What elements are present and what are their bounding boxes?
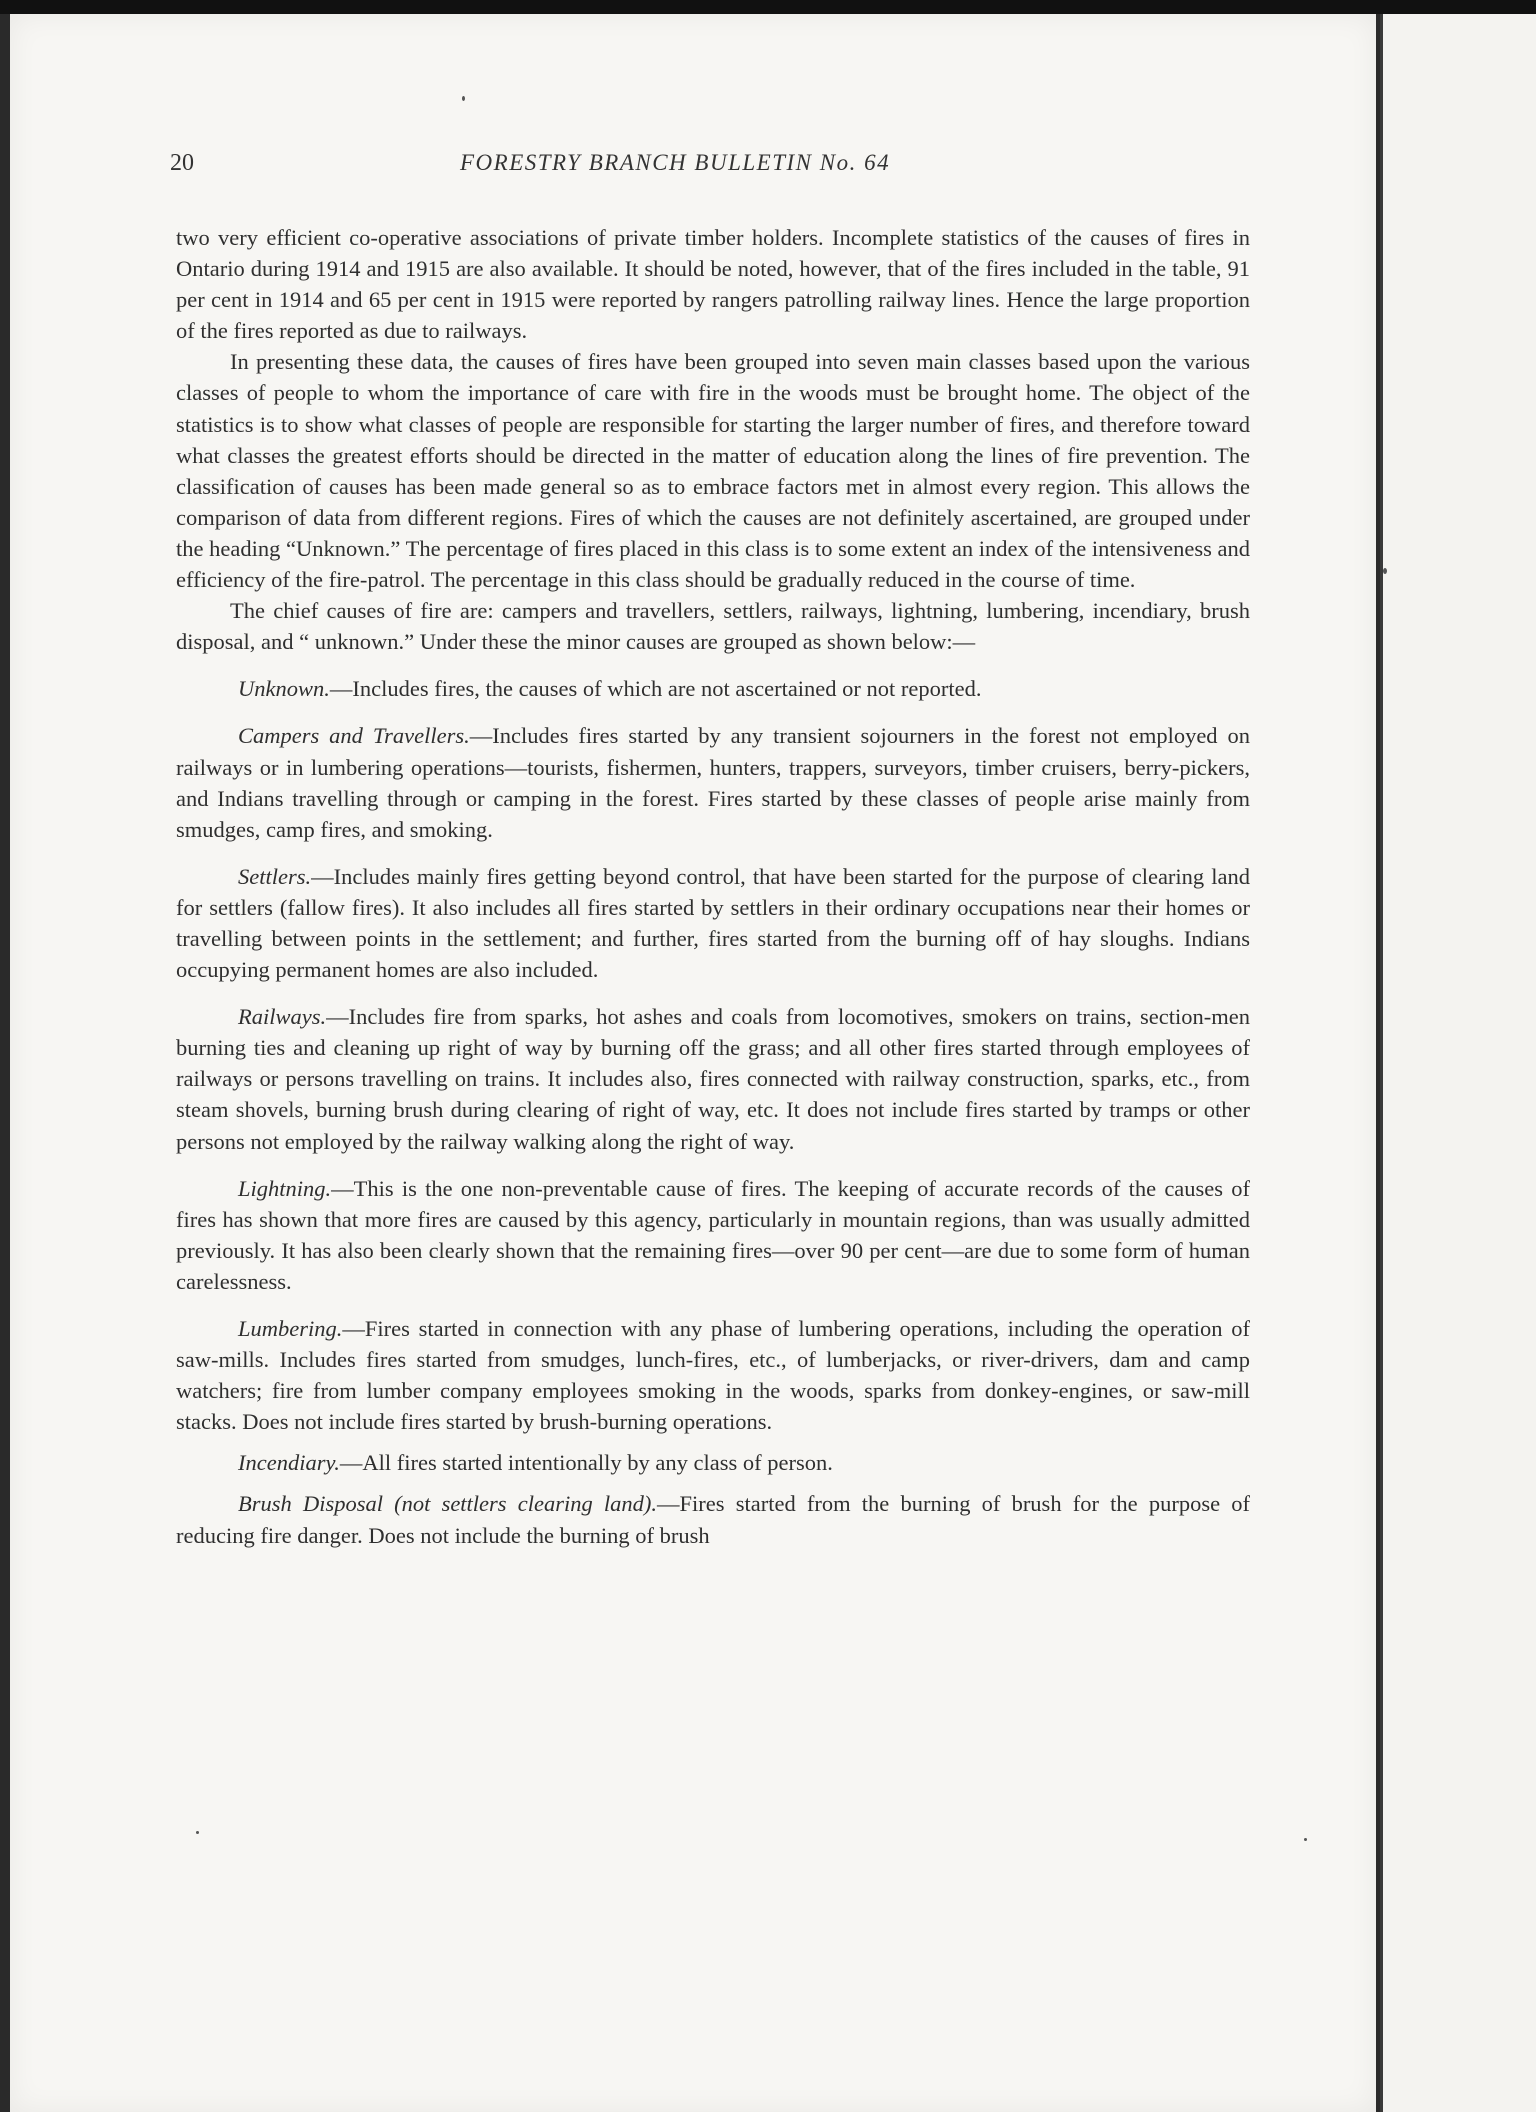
cause-entry-railways	[176, 1001, 1250, 1156]
cause-description: —Includes fires started by any transient sojourners in the forest not employed on railways or in lumbering operations—tourists, fishermen, hunters, trappers, surveyors, timber cruisers, berry-pickers, and Indians travelling through or camping in the forest. Fires started by these classes of people arise mainly from smudges, camp fires, and smoking.	[176, 723, 1250, 842]
cause-description: —Includes fire from sparks, hot ashes and coals from locomotives, smokers on trains, section-men burning ties and cleaning up right of way by burning off the grass; and all other fires started through employees of railways or persons travelling on trains. It includes also, fires connected with railway construction, sparks, etc., from steam shovels, burning brush during clearing of right of way, etc. It does not include fires started by tramps or other persons not employed by the railway walking along the right of way.	[176, 1004, 1250, 1154]
page-number: 20	[170, 150, 194, 176]
cause-name: Brush Disposal (not settlers clearing land).	[238, 1491, 658, 1517]
cause-entry-campers	[176, 720, 1250, 844]
cause-description: —All fires started intentionally by any class of person.	[339, 1450, 833, 1476]
cause-name: Campers and Travellers.	[238, 723, 470, 749]
cause-entry-lumbering	[176, 1313, 1250, 1437]
scan-speck	[1304, 1838, 1307, 1841]
cause-name: Lightning.	[238, 1175, 332, 1201]
cause-description: —Includes mainly fires getting beyond control, that have been started for the purpose of clearing land for settlers (fallow fires). It also includes all fires started by settlers in their ordinary occupations near their homes or travelling between points in the settlement; and further, fires started from the burning off of hay sloughs. Indians occupying permanent homes are also included.	[176, 863, 1250, 983]
cause-entry-settlers	[176, 861, 1250, 985]
scan-speck	[196, 1831, 199, 1834]
cause-name: Unknown.	[238, 676, 330, 702]
cause-description: —This is the one non-preventable cause of fires. The keeping of accurate records of the causes of fires has shown that more fires are caused by this agency, particularly in mountain regions, than was usually admitted previously. It has also been clearly shown that the remaining fires—over 90 per cent—are due to some form of human carelessness.	[176, 1175, 1250, 1294]
cause-description: —Fires started in connection with any phase of lumbering operations, including the operation of saw-mills. Includes fires started from smudges, lunch-fires, etc., of lumberjacks, or river-drivers, dam and camp watchers; fire from lumber company employees smoking in the woods, sparks from donkey-engines, or saw-mill stacks. Does not include fires started by brush-burning operations.	[176, 1316, 1250, 1435]
facing-page-edge	[1380, 14, 1536, 2112]
scan-speck	[462, 96, 465, 101]
cause-entry-incendiary	[176, 1447, 1250, 1478]
cause-description: —Fires started from the burning of brush for the purpose of reducing fire danger. Does not include the burning of brush	[176, 1491, 1250, 1548]
cause-entry-brush-disposal	[176, 1488, 1250, 1550]
cause-name: Settlers.	[238, 863, 312, 889]
cause-name: Lumbering.	[238, 1316, 343, 1341]
cause-name: Incendiary.	[238, 1450, 340, 1476]
page-body	[176, 222, 1250, 1551]
running-head: FORESTRY BRANCH BULLETIN No. 64	[460, 150, 891, 175]
cause-entry-lightning	[176, 1173, 1250, 1297]
scan-speck	[1383, 568, 1387, 574]
paragraph: two very efficient co-operative associations of private timber holders. Incomplete statistics of the causes of fires in Ontario during 1914 and 1915 are also available. It should be noted, however, that of the fires included in the table, 91 per cent in 1914 and 65 per cent in 1915 were reported by rangers patrolling railway lines. Hence the large proportion of the fires reported as due to railways.	[176, 225, 1250, 344]
cause-description: —Includes fires, the causes of which are not ascertained or not reported.	[329, 676, 982, 702]
scanner-top-edge	[0, 0, 1536, 14]
paragraph: The chief causes of fire are: campers and travellers, settlers, railways, lightning, lumbering, incendiary, brush disposal, and “ unknown.” Under these the minor causes are grouped as shown below:—	[176, 598, 1250, 655]
cause-entry-unknown	[176, 673, 1250, 704]
cause-name: Railways.	[238, 1004, 327, 1030]
paragraph: In presenting these data, the causes of fires have been grouped into seven main classes based upon the various classes of people to whom the importance of care with fire in the woods must be brought home. The object of the statistics is to show what classes of people are responsible for starting the larger number of fires, and therefore toward what classes the greatest efforts should be directed in the matter of education along the lines of fire prevention. The classification of causes has been made general so as to embrace factors met in almost every region. This allows the comparison of data from different regions. Fires of which the causes are not definitely ascertained, are grouped under the heading “Unknown.” The percentage of fires placed in this class is to some extent an index of the intensiveness and efficiency of the fire-patrol. The percentage in this class should be gradually reduced in the course of time.	[176, 349, 1250, 593]
page-header	[170, 150, 1250, 184]
